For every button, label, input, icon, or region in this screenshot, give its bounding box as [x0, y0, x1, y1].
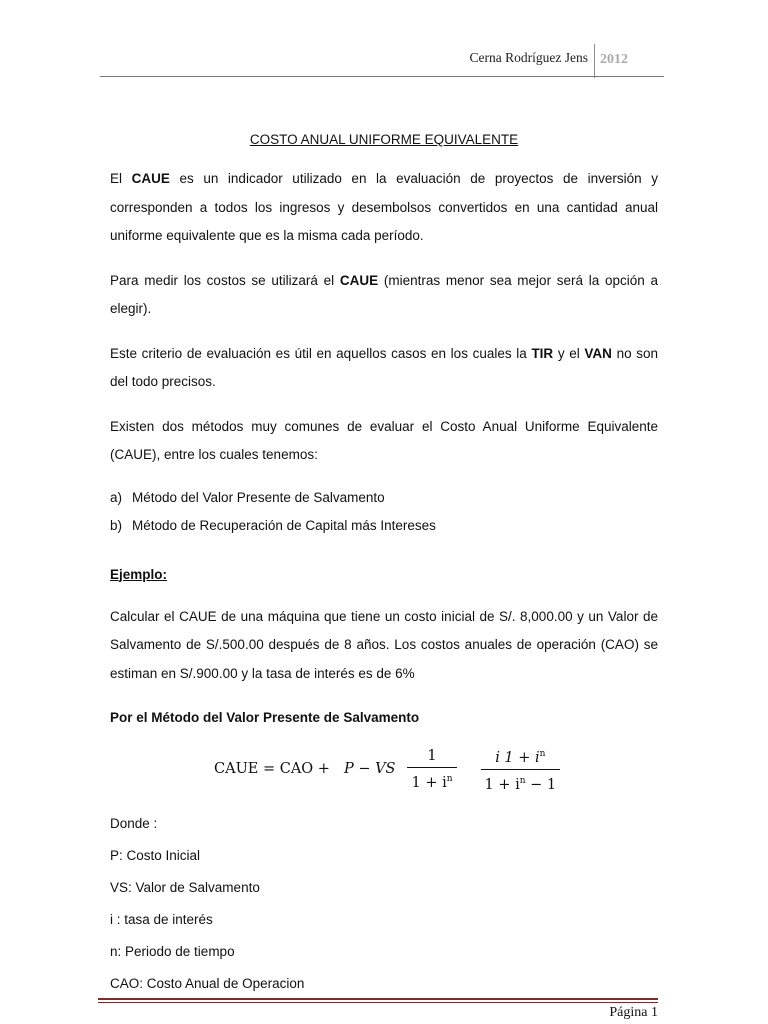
intro-paragraph-4: Existen dos métodos muy comunes de evaluar el Costo Anual Uniforme Equivalente (CAUE), entre los cuales tenemos: [110, 418, 658, 462]
method-heading: Por el Método del Valor Presente de Salvamento [110, 710, 420, 725]
fraction-2-denominator [481, 770, 561, 794]
example-label: Ejemplo: [110, 566, 168, 582]
list-item-text: Método de Recuperación de Capital más Intereses [132, 518, 436, 533]
header-year: 2012 [600, 52, 628, 67]
footer-rule-thin [98, 1002, 658, 1003]
list-item [110, 484, 658, 513]
page-title: COSTO ANUAL UNIFORME EQUIVALENTE [249, 132, 519, 147]
formula-lhs: CAUE = CAO + [214, 761, 330, 777]
caue-formula [214, 744, 566, 794]
fraction-2-den-tail: − 1 [525, 776, 557, 793]
header-rule [100, 76, 664, 77]
fraction-1-den-base: 1 + i [411, 774, 447, 791]
page-number: Página 1 [609, 1005, 658, 1020]
intro-p2-text-c: (mientras menor sea mejor será la opción a elegir). [110, 272, 658, 316]
fraction-1-denominator [407, 768, 456, 792]
fraction-2-numerator [491, 745, 549, 769]
formula-p-minus-vs: P − VS [343, 761, 396, 777]
header-divider [594, 44, 595, 78]
fraction-2-num-exponent: n [539, 748, 546, 759]
intro-paragraph-3 [110, 340, 658, 397]
intro-p1-bold-caue: CAUE [131, 171, 170, 186]
formula-fraction-1 [407, 747, 456, 792]
fraction-2-num-base: i 1 + i [495, 749, 540, 766]
definition-item: CAO: Costo Anual de Operacion [110, 976, 305, 991]
fraction-1-numerator: 1 [427, 747, 437, 764]
intro-paragraph-1 [110, 165, 658, 251]
document-body [110, 132, 658, 732]
definition-item: VS: Valor de Salvamento [110, 880, 260, 895]
methods-list [110, 484, 658, 541]
formula-fraction-2 [481, 745, 561, 794]
intro-p3-bold-van: VAN [584, 345, 612, 361]
list-marker: b) [110, 518, 123, 533]
intro-p3-text-c: y el [553, 345, 585, 361]
footer-rule-thick [98, 998, 658, 1000]
list-item-text: Método del Valor Presente de Salvamento [132, 489, 385, 505]
fraction-2-den-base: 1 + i [484, 776, 520, 793]
fraction-2-den-exponent: n [519, 775, 526, 786]
intro-p1-text-a: El [110, 171, 132, 186]
list-marker: a) [110, 489, 123, 505]
definitions-list [110, 808, 304, 1000]
header-author: Cerna Rodríguez Jens [469, 50, 588, 65]
intro-p3-bold-tir: TIR [531, 345, 554, 361]
definition-item: i : tasa de interés [110, 912, 213, 927]
intro-p2-bold-caue: CAUE [339, 272, 379, 288]
intro-p1-text-c: es un indicador utilizado en la evaluación de proyectos de inversión y corresponden a todos los ingresos y desembolsos convertidos en una cantidad anual uniforme equivalente que es la misma cada período. [110, 171, 658, 243]
intro-p3-text-e: no son del todo precisos. [110, 345, 659, 389]
intro-p2-text-a: Para medir los costos se utilizará el [110, 272, 340, 288]
definition-item: P: Costo Inicial [110, 848, 201, 863]
definition-item: n: Periodo de tiempo [110, 944, 235, 959]
fraction-1-den-exponent: n [446, 773, 453, 784]
definitions-heading: Donde : [110, 816, 158, 831]
list-item [110, 512, 658, 541]
example-paragraph: Calcular el CAUE de una máquina que tiene un costo inicial de S/. 8,000.00 y un Valor de Salvamento de S/.500.00 después de 8 años. Los costos anuales de operación (CAO) se estiman en S/.900.00 y la tasa de interés es de 6% [110, 608, 658, 681]
intro-p3-text-a: Este criterio de evaluación es útil en aquellos casos en los cuales la [110, 345, 532, 361]
intro-paragraph-2 [110, 267, 658, 324]
